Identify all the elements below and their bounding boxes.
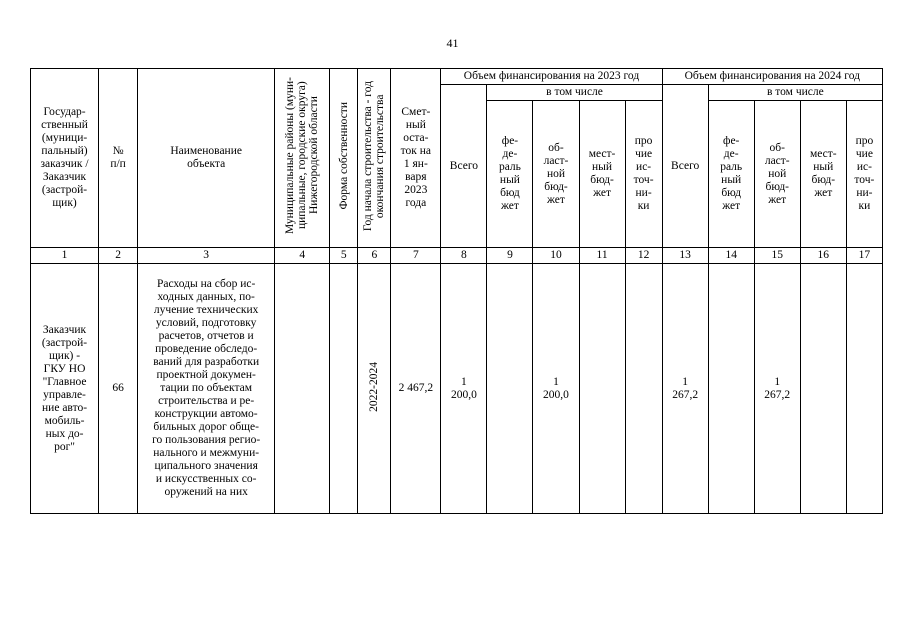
column-number: 7: [391, 248, 441, 264]
column-number: 15: [754, 248, 800, 264]
header-total-2023: Всего: [441, 85, 487, 248]
column-number-row: [31, 248, 883, 264]
header-local-2023: мест- ный бюд- жет: [579, 101, 625, 248]
cell-total-2024: 1 267,2: [662, 264, 708, 514]
cell-object-name: Расходы на сбор ис- ходных данных, по- лучение технических условий, подготовку расчетов, отчетов и проведение обследо- ваний для разработки проектной докумен- тации по объектам строительства и ре- конструкции автомо- бильных дорог обще- го пользования регио- нального и межмуни- ципального значения и искусственных со- оружений на них: [138, 264, 275, 514]
header-ownership: [330, 69, 358, 248]
cell-federal-2023: [487, 264, 533, 514]
cell-years: [358, 264, 391, 514]
header-num: № п/п: [99, 69, 138, 248]
header-including-2023: в том числе: [487, 85, 662, 101]
header-other-2023: про чие ис- точ- ни- ки: [625, 101, 662, 248]
column-number: 12: [625, 248, 662, 264]
header-ownership-text: Форма собственности: [337, 102, 350, 210]
column-number: 13: [662, 248, 708, 264]
cell-federal-2024: [708, 264, 754, 514]
column-number: 16: [800, 248, 846, 264]
cell-regional-2024: 1 267,2: [754, 264, 800, 514]
column-number: 10: [533, 248, 579, 264]
column-number: 4: [275, 248, 330, 264]
header-fin-2023: Объем финансирования на 2023 год: [441, 69, 662, 85]
column-number: 5: [330, 248, 358, 264]
header-districts: [275, 69, 330, 248]
header-regional-2024: об- ласт- ной бюд- жет: [754, 101, 800, 248]
page-number: 41: [446, 36, 459, 50]
column-number: 1: [31, 248, 99, 264]
header-object-name: Наименование объекта: [138, 69, 275, 248]
column-number: 6: [358, 248, 391, 264]
cell-other-2023: [625, 264, 662, 514]
cell-other-2024: [846, 264, 882, 514]
column-number: 11: [579, 248, 625, 264]
cell-local-2024: [800, 264, 846, 514]
column-number: 3: [138, 248, 275, 264]
cell-ownership: [330, 264, 358, 514]
table-row: [31, 264, 883, 514]
header-other-2024: про чие ис- точ- ни- ки: [846, 101, 882, 248]
header-years-text: Год начала строительства - год окончания строительства: [362, 80, 387, 232]
column-number: 17: [846, 248, 882, 264]
header-estimate: Смет- ный оста- ток на 1 ян- варя 2023 года: [391, 69, 441, 248]
cell-customer: Заказчик (застрой- щик) - ГКУ НО "Главное управле- ние авто- мобиль- ных до- рог": [31, 264, 99, 514]
financing-table: [30, 68, 883, 514]
header-total-2024: Всего: [662, 85, 708, 248]
cell-district: [275, 264, 330, 514]
header-regional-2023: об- ласт- ной бюд- жет: [533, 101, 579, 248]
column-number: 2: [99, 248, 138, 264]
column-number: 8: [441, 248, 487, 264]
header-fin-2024: Объем финансирования на 2024 год: [662, 69, 882, 85]
column-number: 9: [487, 248, 533, 264]
column-number: 14: [708, 248, 754, 264]
cell-estimate: 2 467,2: [391, 264, 441, 514]
cell-years-text: 2022-2024: [368, 361, 381, 412]
header-federal-2023: фе- де- раль ный бюд жет: [487, 101, 533, 248]
header-local-2024: мест- ный бюд- жет: [800, 101, 846, 248]
header-districts-text: Муниципальные районы (муни- ципальные, городские округа) Нижегородской области: [284, 77, 321, 235]
header-including-2024: в том числе: [708, 85, 882, 101]
cell-num: 66: [99, 264, 138, 514]
header-federal-2024: фе- де- раль ный бюд жет: [708, 101, 754, 248]
cell-local-2023: [579, 264, 625, 514]
cell-regional-2023: 1 200,0: [533, 264, 579, 514]
cell-total-2023: 1 200,0: [441, 264, 487, 514]
header-customer: Государ- ственный (муници- пальный) заказчик / Заказчик (застрой- щик): [31, 69, 99, 248]
header-years: [358, 69, 391, 248]
